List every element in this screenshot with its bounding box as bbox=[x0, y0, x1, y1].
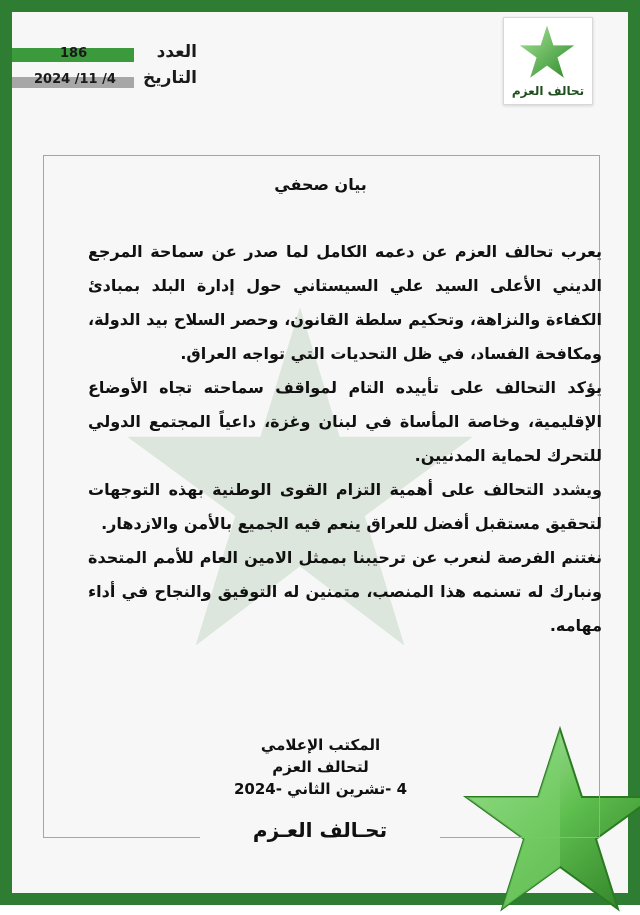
date-label: التاريخ bbox=[143, 68, 197, 88]
footer-signature-text: تحـالف العـزم bbox=[252, 818, 388, 842]
document-body bbox=[88, 235, 602, 643]
logo-star-icon bbox=[518, 24, 576, 80]
document-title: بيان صحفي bbox=[274, 175, 367, 194]
paragraph: ويشدد التحالف على أهمية التزام القوى الوطنية بهذه التوجهات لتحقيق مستقبل أفضل للعراق ينعم فيه الجميع بالأمن والازدهار. bbox=[88, 480, 602, 533]
date-value: 2024 /11 /4 bbox=[34, 72, 116, 87]
paragraph: نغتنم الفرصة لنعرب عن ترحيبنا بممثل الامين العام للأمم المتحدة ونبارك له تسنمه هذا المنصب، متمنين له التوفيق والنجاح في أداء مهامه. bbox=[88, 548, 602, 635]
issue-number: 186 bbox=[60, 46, 88, 61]
logo-text: تحالف العزم bbox=[511, 84, 585, 98]
signature-date: 4 -تشرين الثاني -2024 bbox=[233, 780, 407, 798]
footer-signature bbox=[200, 818, 440, 848]
signature-org: لتحالف العزم bbox=[272, 758, 369, 776]
signature-office: المكتب الإعلامي bbox=[260, 736, 381, 754]
paragraph: يعرب تحالف العزم عن دعمه الكامل لما صدر عن سماحة المرجع الديني الأعلى السيد علي السيستاني حول إدارة البلد بمبادئ الكفاءة والنزاهة، وتحكيم سلطة القانون، وحصر السلاح بيد الدولة، ومكافحة الفساد، في ظل التحديات التي تواجه العراق. bbox=[88, 242, 602, 363]
issue-label: العدد bbox=[156, 42, 197, 62]
signature-block bbox=[43, 734, 598, 800]
paragraph: يؤكد التحالف على تأييده التام لمواقف سماحته تجاه الأوضاع الإقليمية، وخاصة المأساة في لبنان وغزة، داعياً المجتمع الدولي للتحرك لحماية المدنيين. bbox=[88, 378, 602, 465]
logo bbox=[503, 17, 593, 105]
